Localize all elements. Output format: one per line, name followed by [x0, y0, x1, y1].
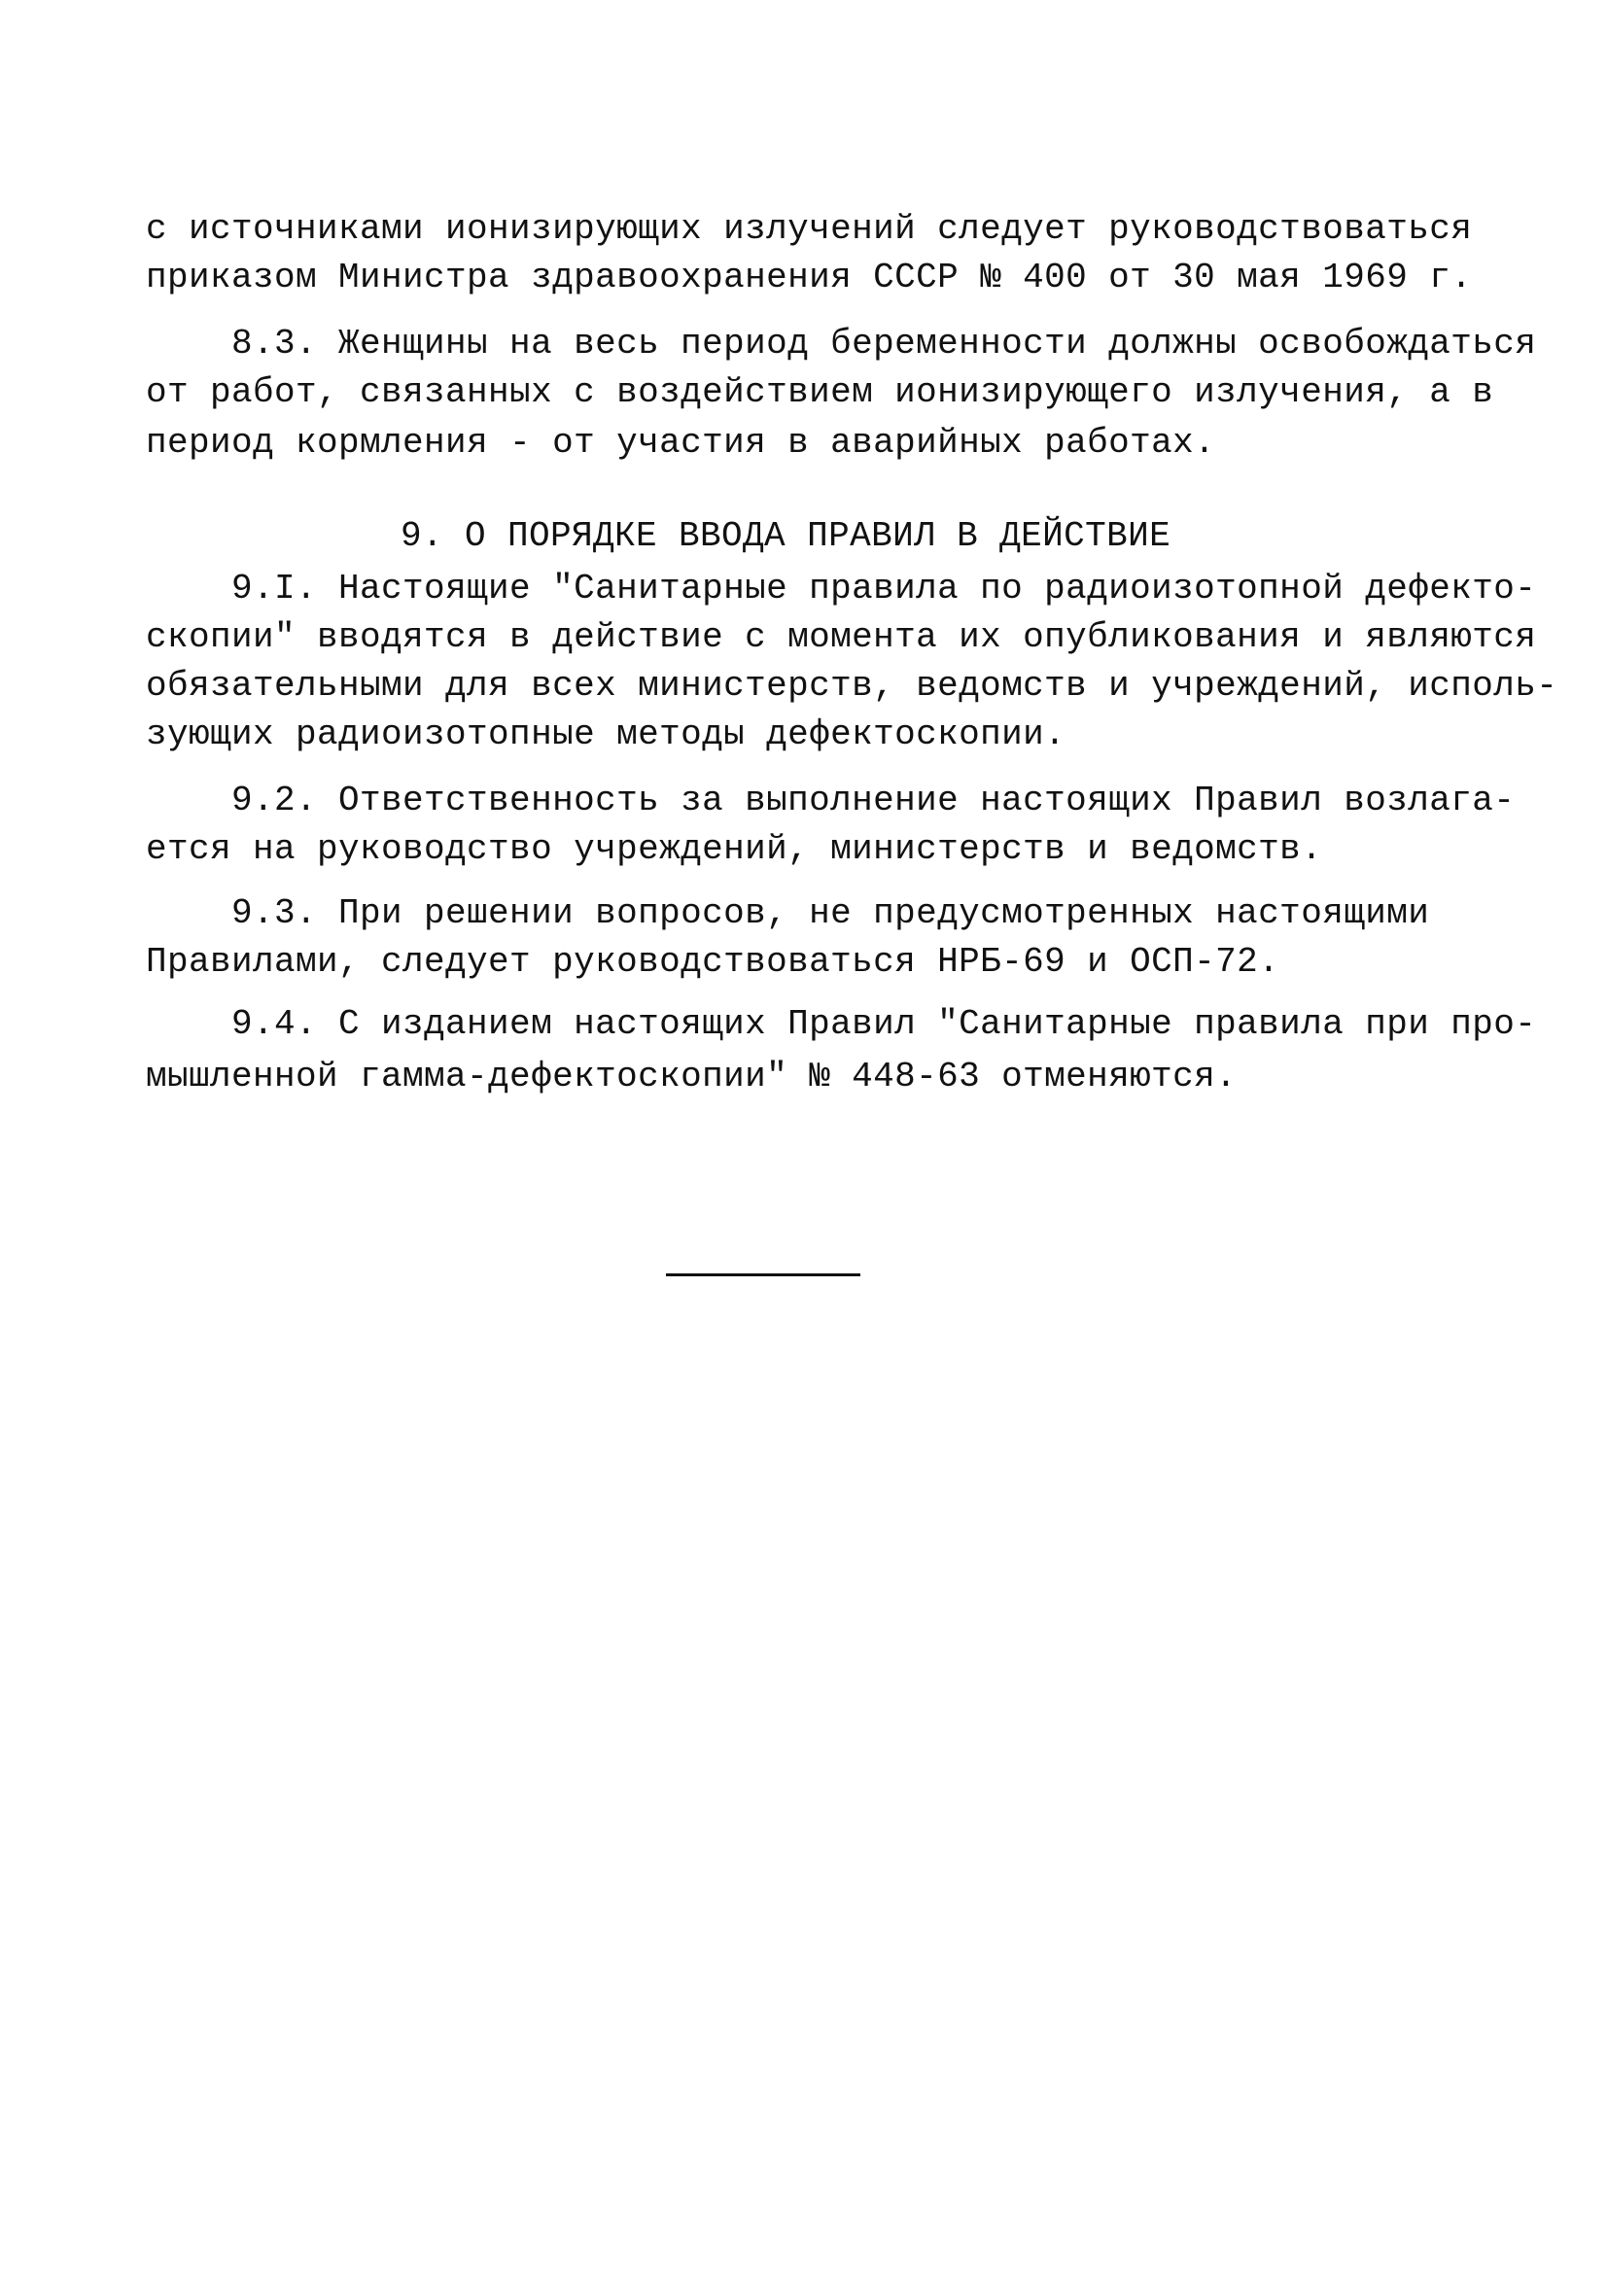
paragraph-9-3-line-1: 9.3. При решении вопросов, не предусмотренных настоящими — [146, 893, 1430, 933]
paragraph-8-3-line-3: период кормления - от участия в аварийных работах. — [146, 423, 1216, 463]
paragraph-9-2-line-1: 9.2. Ответственность за выполнение настоящих Правил возлага- — [146, 781, 1516, 820]
section-9-title: 9. О ПОРЯДКЕ ВВОДА ПРАВИЛ В ДЕЙСТВИЕ — [401, 516, 1171, 556]
paragraph-9-4-line-2: мышленной гамма-дефектоскопии" № 448-63 отменяются. — [146, 1057, 1238, 1096]
paragraph-9-3-line-2: Правилами, следует руководствоваться НРБ-69 и ОСП-72. — [146, 942, 1280, 982]
paragraph-8-3-line-1: 8.3. Женщины на весь период беременности должны освобождаться — [146, 324, 1537, 364]
paragraph-8-3-line-2: от работ, связанных с воздействием ионизирующего излучения, а в — [146, 372, 1494, 412]
intro-line-2: приказом Министра здравоохранения СССР № 400 от 30 мая 1969 г. — [146, 258, 1473, 297]
end-rule — [666, 1273, 860, 1276]
paragraph-9-1-line-4: зующих радиоизотопные методы дефектоскопии. — [146, 714, 1066, 754]
intro-line-1: с источниками ионизирующих излучений следует руководствоваться — [146, 209, 1473, 249]
paragraph-9-4-line-1: 9.4. С изданием настоящих Правил "Санитарные правила при про- — [146, 1004, 1537, 1044]
paragraph-9-1-line-1: 9.I. Настоящие "Санитарные правила по радиоизотопной дефекто- — [146, 569, 1537, 609]
paragraph-9-2-line-2: ется на руководство учреждений, министерств и ведомств. — [146, 829, 1323, 869]
paragraph-9-1-line-2: скопии" вводятся в действие с момента их опубликования и являются — [146, 617, 1537, 657]
paragraph-9-1-line-3: обязательными для всех министерств, ведомств и учреждений, исполь- — [146, 666, 1558, 706]
